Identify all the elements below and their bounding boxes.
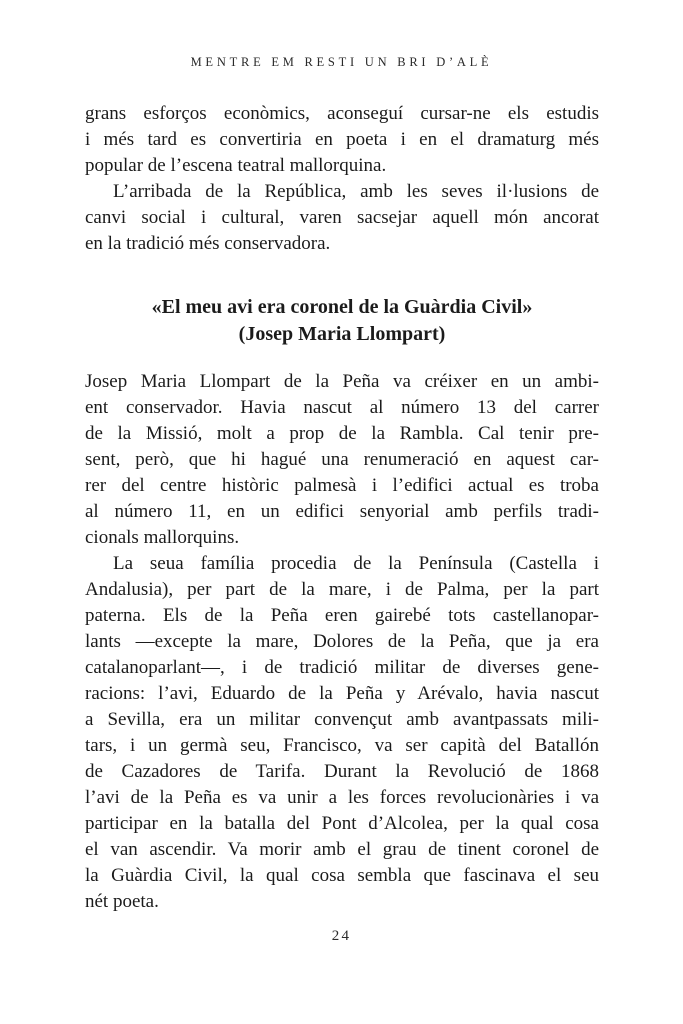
text-line: al número 11, en un edifici senyorial amb perfils tradi- <box>85 501 599 522</box>
text-line: popular de l’escena teatral mallorquina. <box>85 155 387 176</box>
page-number: 24 <box>331 928 352 944</box>
text-line: catalanoparlant—, i de tradició militar de diverses gene- <box>85 657 599 678</box>
section-heading <box>85 294 599 348</box>
text-line: canvi social i cultural, varen sacsejar aquell món ancorat <box>85 207 599 228</box>
text-line: L’arribada de la República, amb les seves il·lusions de <box>113 181 599 202</box>
paragraph <box>85 179 599 257</box>
text-line: i més tard es convertiria en poeta i en el dramaturg més <box>85 129 599 150</box>
text-line: paterna. Els de la Peña eren gairebé tots castellanopar- <box>85 605 599 626</box>
text-line: de la Missió, molt a prop de la Rambla. Cal tenir pre- <box>85 423 599 444</box>
text-line: (Josep Maria Llompart) <box>238 323 446 345</box>
text-line: Josep Maria Llompart de la Peña va créixer en un ambi- <box>85 371 599 392</box>
text-line: en la tradició més conservadora. <box>85 233 331 254</box>
text-line: de Cazadores de Tarifa. Durant la Revolució de 1868 <box>85 761 599 782</box>
paragraph <box>85 369 599 551</box>
text-line: racions: l’avi, Eduardo de la Peña y Arévalo, havia nascut <box>85 683 599 704</box>
text-line: rer del centre històric palmesà i l’edifici actual es troba <box>85 475 599 496</box>
text-line: ent conservador. Havia nascut al número 13 del carrer <box>85 397 599 418</box>
text-line: nét poeta. <box>85 891 159 912</box>
running-header: MENTRE EM RESTI UN BRI D’ALÈ <box>190 55 493 69</box>
text-line: participar en la batalla del Pont d’Alcolea, per la qual cosa <box>85 813 599 834</box>
text-line: sent, però, que hi hagué una renumeració en aquest car- <box>85 449 599 470</box>
text-line: grans esforços econòmics, aconseguí cursar-ne els estudis <box>85 103 599 124</box>
text-line: l’avi de la Peña es va unir a les forces revolucionàries i va <box>85 787 599 808</box>
paragraph <box>85 101 599 179</box>
text-line: Andalusia), per part de la mare, i de Palma, per la part <box>85 579 599 600</box>
text-line: tars, i un germà seu, Francisco, va ser capità del Batallón <box>85 735 599 756</box>
text-line: cionals mallorquins. <box>85 527 240 548</box>
text-line: a Sevilla, era un militar convençut amb avantpassats mili- <box>85 709 599 730</box>
page-body <box>85 101 599 915</box>
text-line: el van ascendir. Va morir amb el grau de tinent coronel de <box>85 839 599 860</box>
paragraph <box>85 551 599 915</box>
text-line: La seua família procedia de la Península (Castella i <box>113 553 599 574</box>
text-line: la Guàrdia Civil, la qual cosa sembla que fascinava el seu <box>85 865 599 886</box>
text-line: lants —excepte la mare, Dolores de la Peña, que ja era <box>85 631 599 652</box>
text-line: «El meu avi era coronel de la Guàrdia Civil» <box>151 296 533 318</box>
